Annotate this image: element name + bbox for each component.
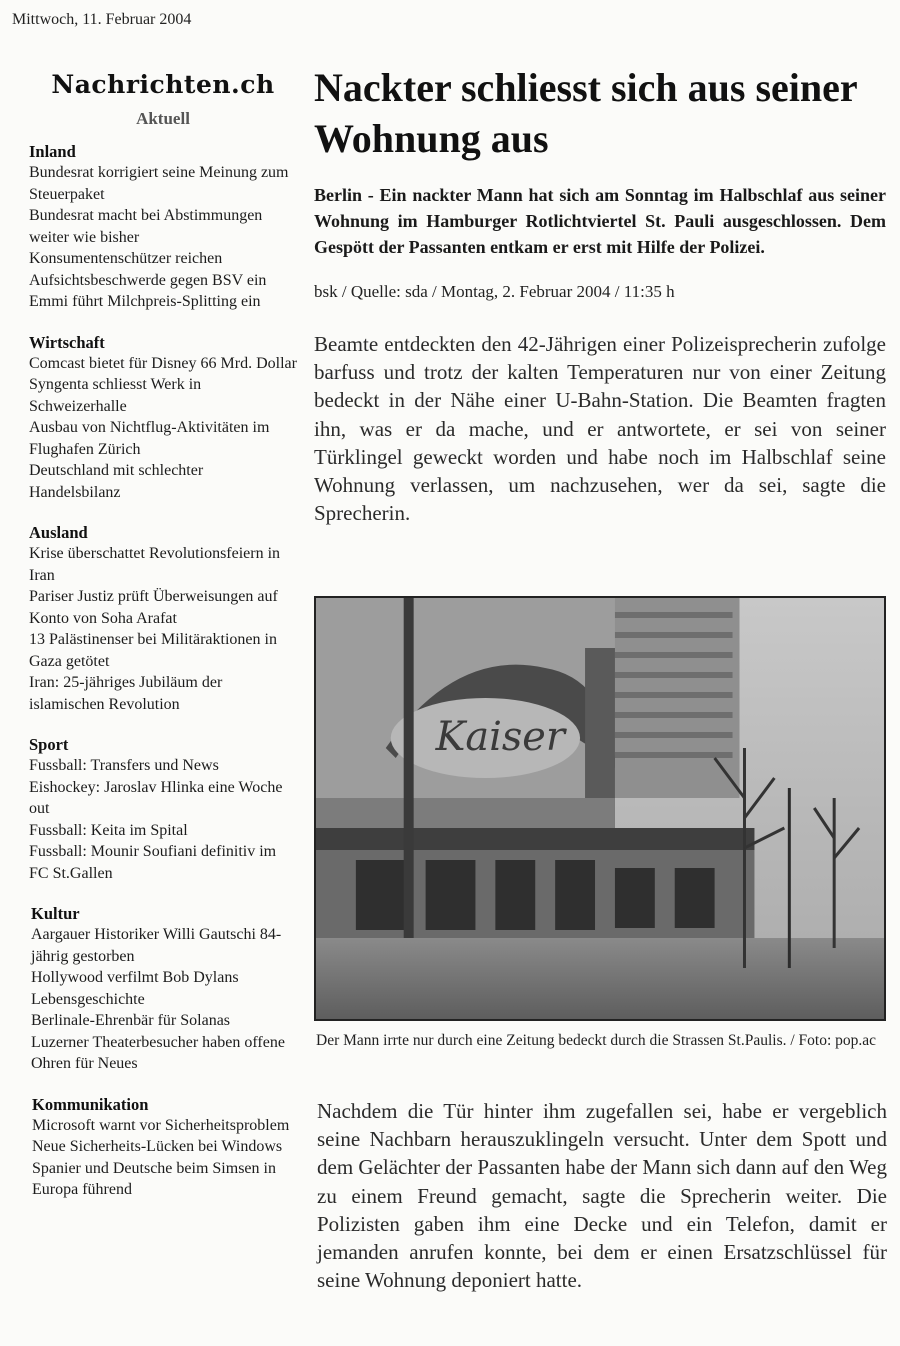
news-link[interactable]: Fussball: Keita im Spital: [29, 821, 188, 839]
article-paragraph-1: Beamte entdeckten den 42-Jährigen einer Polizeisprecherin zufolge barfuss und trotz der kalten Temperaturen nur von einer Zeitung bedeckt in der Nähe einer U-Bahn-Station. Die Beamten fragten ihn, was er da mache, und er antwortete, er sei von seiner Türklingel geweckt worden und habe noch im Halbschlaf seine Wohnung verlassen, um nachzusehen, wer da sei, sagte die Sprecherin.: [314, 332, 886, 526]
news-link[interactable]: Krise überschattet Revolutionsfeiern in Iran: [29, 545, 281, 584]
news-link[interactable]: Hollywood verfilmt Bob Dylans Lebensgeschichte: [31, 969, 239, 1008]
sidebar-section: [29, 522, 297, 715]
section-title[interactable]: Kommunikation: [32, 1094, 149, 1114]
news-link[interactable]: 13 Palästinenser bei Militäraktionen in Gaza getötet: [29, 631, 277, 670]
news-link[interactable]: Pariser Justiz prüft Überweisungen auf Konto von Soha Arafat: [29, 588, 278, 627]
article-headline: Nackter schliesst sich aus seiner Wohnung aus: [314, 65, 857, 161]
news-link[interactable]: Deutschland mit schlechter Handelsbilanz: [29, 462, 204, 501]
news-link[interactable]: Syngenta schliesst Werk in Schweizerhalle: [29, 376, 202, 415]
dateline: Mittwoch, 11. Februar 2004: [12, 11, 192, 28]
sidebar-section: [29, 734, 297, 884]
news-link[interactable]: Neue Sicherheits-Lücken bei Windows: [32, 1138, 283, 1155]
section-title[interactable]: Ausland: [29, 523, 88, 542]
street-scene-photo: [316, 598, 884, 1019]
sidebar-section: [31, 903, 297, 1075]
section-title[interactable]: Kultur: [31, 904, 80, 923]
section-title[interactable]: Sport: [29, 735, 69, 754]
news-link[interactable]: Comcast bietet für Disney 66 Mrd. Dollar: [29, 354, 297, 372]
sidebar-subtitle: Aktuell: [136, 109, 190, 128]
news-link[interactable]: Ausbau von Nichtflug-Aktivitäten im Flughafen Zürich: [29, 419, 270, 458]
news-link[interactable]: Luzerner Theaterbesucher haben offene Ohren für Neues: [31, 1033, 285, 1072]
sidebar-section: [29, 332, 297, 504]
sidebar-section: [29, 141, 297, 313]
news-link[interactable]: Berlinale-Ehrenbär für Solanas: [31, 1012, 231, 1029]
news-link[interactable]: Konsumentenschützer reichen Aufsichtsbeschwerde gegen BSV ein: [29, 250, 267, 289]
news-link[interactable]: Bundesrat korrigiert seine Meinung zum Steuerpaket: [29, 164, 289, 203]
news-link[interactable]: Bundesrat macht bei Abstimmungen weiter wie bisher: [29, 207, 263, 246]
news-link[interactable]: Spanier und Deutsche beim Simsen in Europa führend: [32, 1159, 276, 1198]
photo-caption: Der Mann irrte nur durch eine Zeitung bedeckt durch die Strassen St.Paulis. / Foto: pop.ac: [316, 1032, 877, 1049]
section-title[interactable]: Inland: [29, 142, 76, 161]
sidebar-navigation: [29, 70, 297, 1220]
news-link[interactable]: Aargauer Historiker Willi Gautschi 84-jährig gestorben: [31, 926, 282, 965]
article-paragraph-2: Nachdem die Tür hinter ihm zugefallen sei, habe er vergeblich seine Nachbarn herauszuklingeln versucht. Unter dem Spott und dem Gelächter der Passanten habe der Mann sich dann auf den Weg zu einem Freund gemacht, sagte die Sprecherin weiter. Die Polizisten gaben ihm eine Decke und ein Telefon, damit er jemanden anrufen konnte, bei dem er einen Ersatzschlüssel für seine Wohnung deponiert hatte.: [317, 1099, 887, 1293]
news-link[interactable]: Fussball: Mounir Soufiani definitiv im FC St.Gallen: [29, 843, 277, 882]
section-title[interactable]: Wirtschaft: [29, 332, 105, 352]
article: [314, 62, 886, 527]
news-link[interactable]: Eishockey: Jaroslav Hlinka eine Woche out: [29, 778, 283, 817]
news-link[interactable]: Fussball: Transfers und News: [29, 757, 219, 774]
news-link[interactable]: Microsoft warnt vor Sicherheitsproblem: [32, 1116, 290, 1134]
article-photo: [314, 596, 886, 1021]
article-meta: bsk / Quelle: sda / Montag, 2. Februar 2004 / 11:35 h: [314, 282, 675, 301]
site-logo[interactable]: Nachrichten.ch: [51, 70, 275, 99]
news-link[interactable]: Emmi führt Milchpreis-Splitting ein: [29, 293, 261, 310]
sidebar-sections: [29, 141, 297, 1201]
article-lead: Berlin - Ein nackter Mann hat sich am Sonntag im Halbschlaf aus seiner Wohnung im Hamburger Rotlichtviertel St. Pauli ausgeschlossen. Dem Gespött der Passanten entkam er erst mit Hilfe der Polizei.: [314, 185, 886, 257]
sidebar-section: [32, 1094, 297, 1201]
neon-sign: Kaiser: [435, 713, 565, 761]
news-link[interactable]: Iran: 25-jähriges Jubiläum der islamischen Revolution: [29, 674, 223, 713]
